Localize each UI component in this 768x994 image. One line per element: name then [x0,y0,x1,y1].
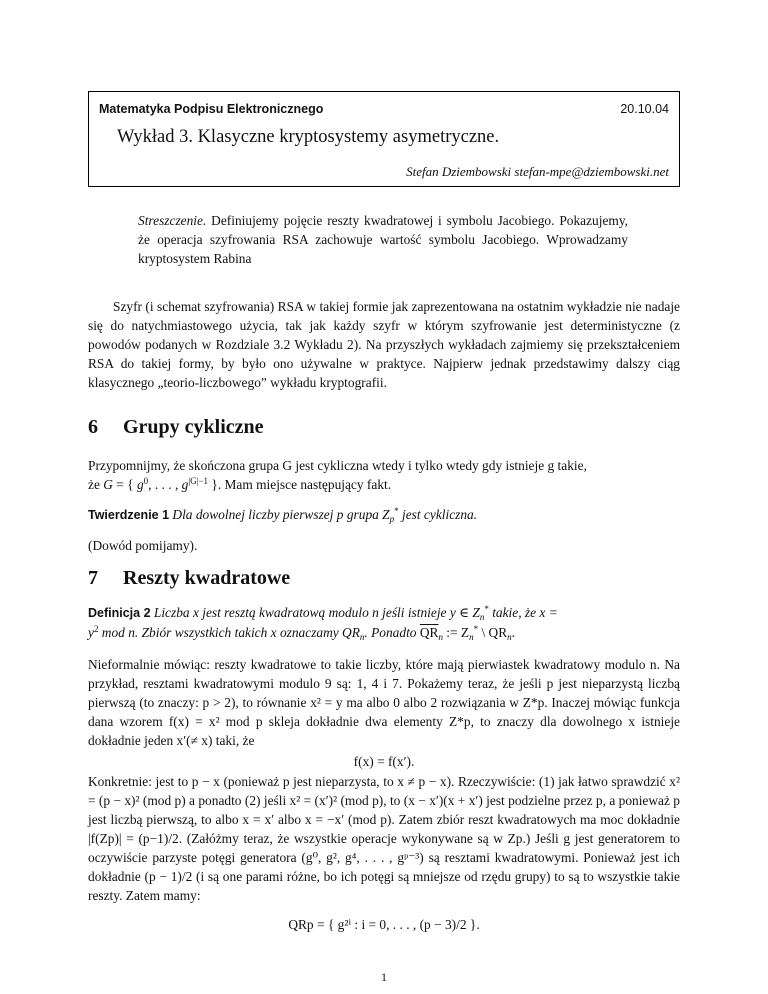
definition-label: Definicja 2 [88,606,151,620]
theorem-1: Twierdzenie 1 Dla dowolnej liczby pierwszej p grupa $Z_p^*$ jest cykliczna. [88,506,478,524]
def-text-c: mod n. Zbiór wszystkich takich x oznaczamy QR [98,625,360,640]
s6-p1-a: Przypomnijmy, że skończona grupa G jest cykliczna wtedy i tylko wtedy gdy istnieje g takie, [88,458,587,473]
lecture-author: Stefan Dziembowski stefan-mpe@dziembowski.net [406,164,669,179]
lecture-date: 20.10.04 [620,102,669,116]
section-7-paragraph-1: Nieformalnie mówiąc: reszty kwadratowe to takie liczby, które mają pierwiastek kwadratowy modulo n. Na przykład, resztami kwadratowymi modulo 9 są: 1, 4 i 7. Pokażemy teraz, że jeśli p jest nieparzystą liczbą pierwszą (to znaczy: p > 2), to równanie x² = y ma albo 0 albo 2 rozwiązania w Z*p. Inaczej mówiąc funkcja dana wzorem f(x) = x² mod p skleja dokładnie dwa elementy Z*p, to znaczy dla dowolnego x istnieje dokładnie jeden x′(≠ x) taki, że [88,657,680,748]
section-6-number: 6 [88,416,98,438]
theorem-end: jest cykliczna. [398,507,478,522]
section-6-paragraph [88,456,680,494]
course-name: Matematyka Podpisu Elektronicznego [99,102,324,116]
lecture-header-box [88,91,680,187]
equation-1: f(x) = f(x′). [353,754,415,769]
definition-2: Definicja 2 Liczba x jest resztą kwadratową modulo n jeśli istnieje y ∈ $Z_n^*$ takie, że x = $y^2$ mod n. Zbiór wszystkich takich x oznaczamy $QR_n$. Ponadto $\overline{QR}_n$ := $Z_n^*$ \ $QR_n$. [88,604,558,642]
def-text-b: takie, że x = [488,605,558,620]
theorem-label: Twierdzenie 1 [88,508,170,522]
page-number: 1 [381,970,387,984]
abstract-label: Streszczenie. [138,213,207,228]
abstract [138,211,628,268]
proof-note: (Dowód pomijamy). [88,538,198,553]
section-7-paragraph-2: Konkretnie: jest to p − x (ponieważ p jest nieparzysta, to x ≠ p − x). Rzeczywiście: (1) jak łatwo sprawdzić x² = (p − x)² (mod p) a ponadto (2) jeśli x² = (x′)² (mod p), to (x − x′)(x + x′) jest podzielne przez p, a ponieważ p jest liczbą pierwszą, to albo x = x′ albo x = −x′ (mod p). Zatem zbiór reszt kwadratowych ma moc dokładnie |f(Zp)| = (p−1)/2. (Załóżmy teraz, że wszystkie operacje wykonywane są w Zp.) Jeśli g jest generatorem to oczywiście parzyste potęgi generatora (g⁰, g², g⁴, . . . , gᵖ⁻³) są resztami kwadratowymi. Ponieważ jest ich dokładnie (p − 1)/2 (i są one parami różne, bo ich potęgi są mniejsze od rzędu grupy) to są to wszystkie takie reszty. Zatem mamy: [88,774,680,903]
def-text-a: Liczba x jest resztą kwadratową modulo n jeśli istnieje y ∈ Z [153,605,480,620]
section-6-title: Grupy cykliczne [123,416,264,438]
section-7-number: 7 [88,567,98,589]
s6-p1-formula: że G = { $g^0$, . . . , $g^{|G|-1}$ } [88,476,218,492]
theorem-text: Dla dowolnej liczby pierwszej p grupa Z [172,507,390,522]
s6-p1-b: . Mam miejsce następujący fakt. [217,477,392,492]
abstract-text: Definiujemy pojęcie reszty kwadratowej i symbolu Jacobiego. Pokazujemy, że operacja szyfrowania RSA zachowuje wartość symbolu Jacobiego. Wprowadzamy kryptosystem Rabina [138,213,628,266]
def-text-d: . Ponadto [364,625,420,640]
lecture-title: Wykład 3. Klasyczne kryptosystemy asymetryczne. [117,127,500,147]
intro-paragraph: Szyfr (i schemat szyfrowania) RSA w takiej formie jak zaprezentowana na ostatnim wykładzie nie nadaje się do natychmiastowego użycia, tak jak każdy szyfr w którym szyfrowanie jest deterministyczne (z powodów podanych w Rozdziale 3.2 Wykładu 2). Na przyszłych wykładach zajmiemy się przekształceniem RSA do takiej formy, by było ono używalne w praktyce. Najpierw jednak przedstawimy dalszy ciąg klasycznego „teorio-liczbowego” wykładu kryptografii. [88,299,680,390]
equation-2: QRp = { g²ⁱ : i = 0, . . . , (p − 3)/2 }. [288,917,480,932]
section-7-title: Reszty kwadratowe [123,567,291,589]
